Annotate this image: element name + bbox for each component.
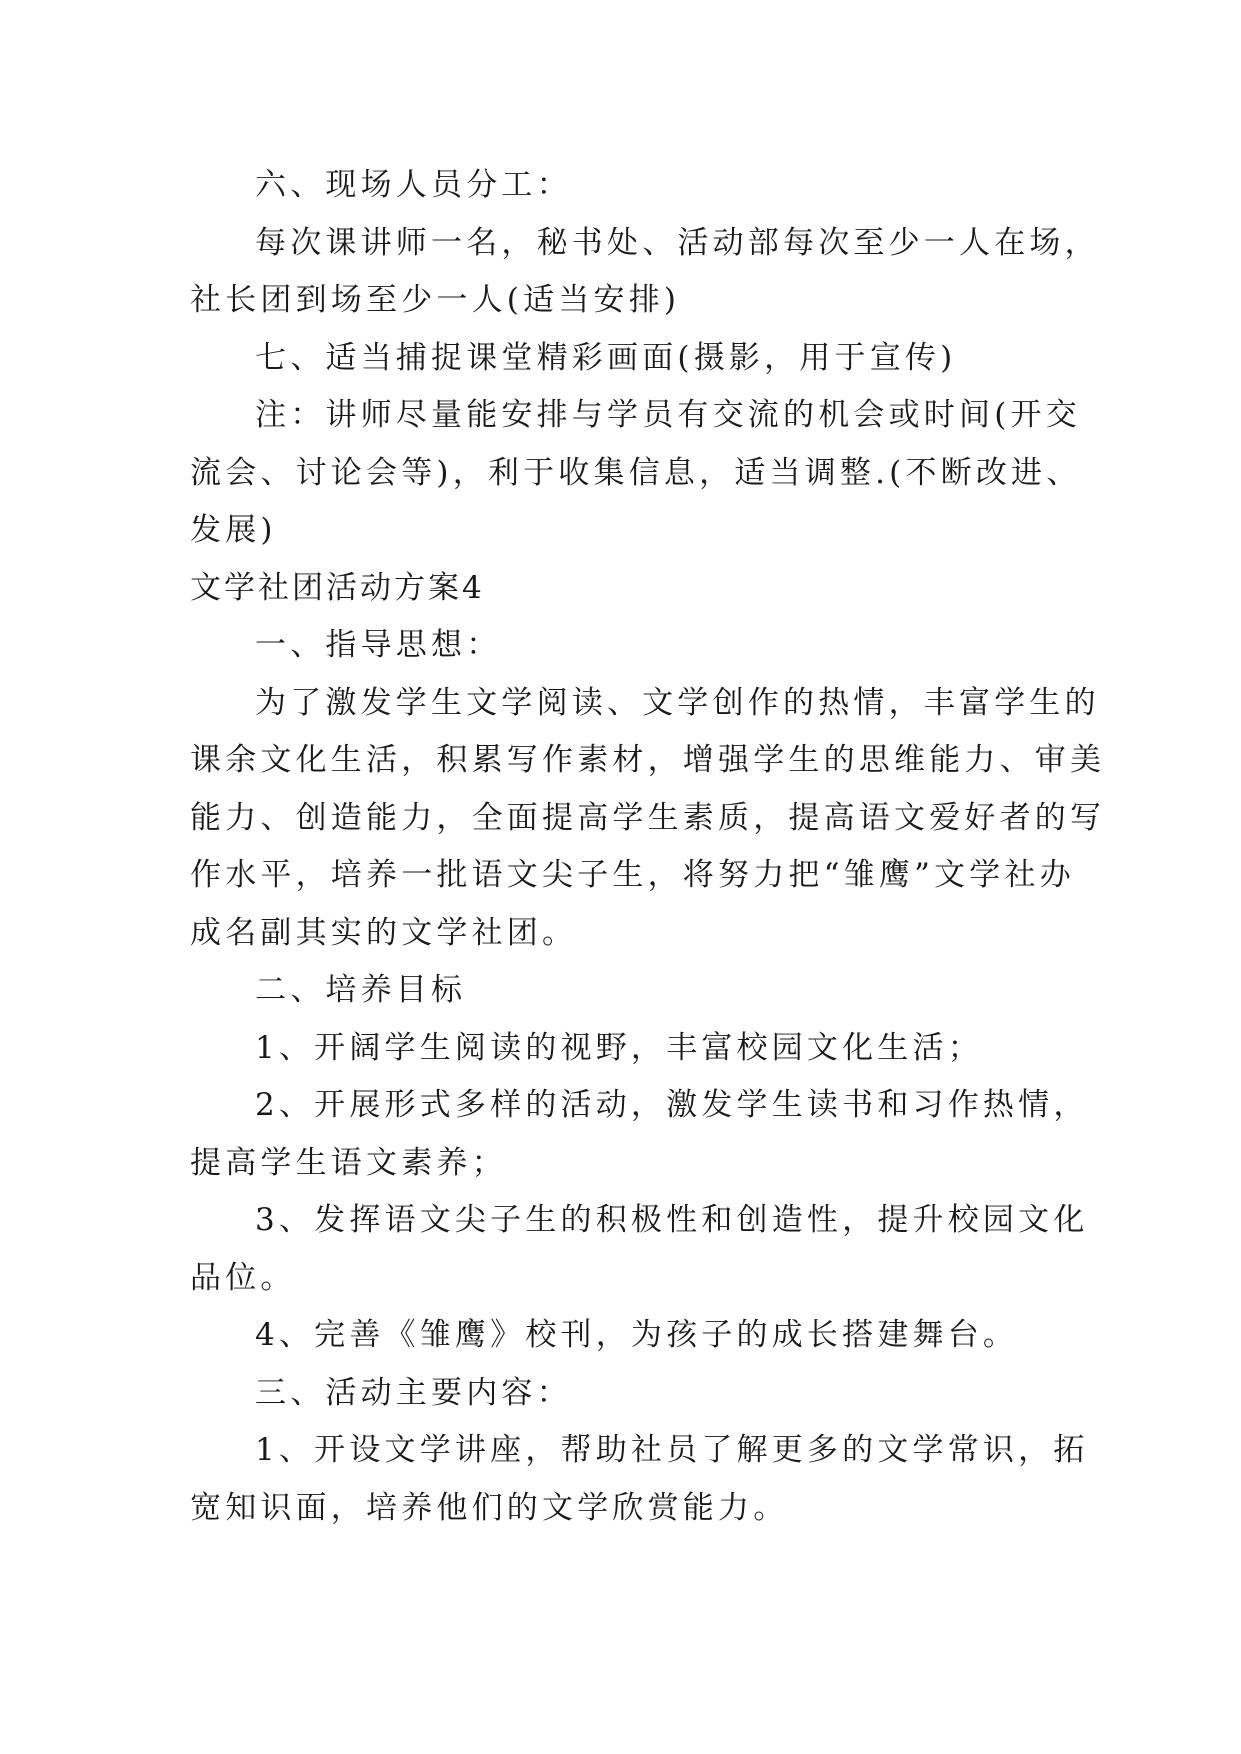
section-heading-two: 二、培养目标: [255, 972, 467, 1008]
note-line: 流会、讨论会等)，利于收集信息，适当调整.(不断改进、: [190, 455, 1082, 491]
section-heading-three: 三、活动主要内容：: [255, 1375, 572, 1411]
list-item-continuation: 宽知识面，培养他们的文学欣赏能力。: [190, 1490, 789, 1526]
list-item-continuation: 提高学生语文素养；: [190, 1145, 507, 1181]
paragraph-line: 成名副其实的文学社团。: [190, 915, 578, 951]
paragraph-line: 能力、创造能力，全面提高学生素质，提高语文爱好者的写: [190, 800, 1106, 836]
section-heading-seven: 七、适当捕捉课堂精彩画面(摄影，用于宣传): [255, 340, 957, 376]
paragraph-line: 作水平，培养一批语文尖子生，将努力把“雏鹰”文学社办: [190, 857, 1075, 893]
list-item: 3、发挥语文尖子生的积极性和创造性，提升校园文化: [255, 1202, 1089, 1238]
list-item: 1、开设文学讲座，帮助社员了解更多的文学常识，拓: [255, 1432, 1089, 1468]
list-item-continuation: 品位。: [190, 1260, 296, 1296]
paragraph-line: 每次课讲师一名，秘书处、活动部每次至少一人在场，: [255, 225, 1100, 261]
list-item: 2、开展形式多样的活动，激发学生读书和习作热情，: [255, 1087, 1089, 1123]
section-heading-six: 六、现场人员分工：: [255, 167, 572, 203]
paragraph-line: 课余文化生活，积累写作素材，增强学生的思维能力、审美: [190, 742, 1106, 778]
document-title: 文学社团活动方案4: [190, 570, 485, 606]
paragraph-line: 社长团到场至少一人(适当安排): [190, 282, 681, 318]
paragraph-line: 为了激发学生文学阅读、文学创作的热情，丰富学生的: [255, 685, 1100, 721]
list-item: 1、开阔学生阅读的视野，丰富校园文化生活；: [255, 1030, 983, 1066]
note-line: 发展): [190, 512, 277, 548]
list-item: 4、完善《雏鹰》校刊，为孩子的成长搭建舞台。: [255, 1317, 1019, 1353]
section-heading-one: 一、指导思想：: [255, 627, 502, 663]
note-line: 注：讲师尽量能安排与学员有交流的机会或时间(开交: [255, 397, 1081, 433]
